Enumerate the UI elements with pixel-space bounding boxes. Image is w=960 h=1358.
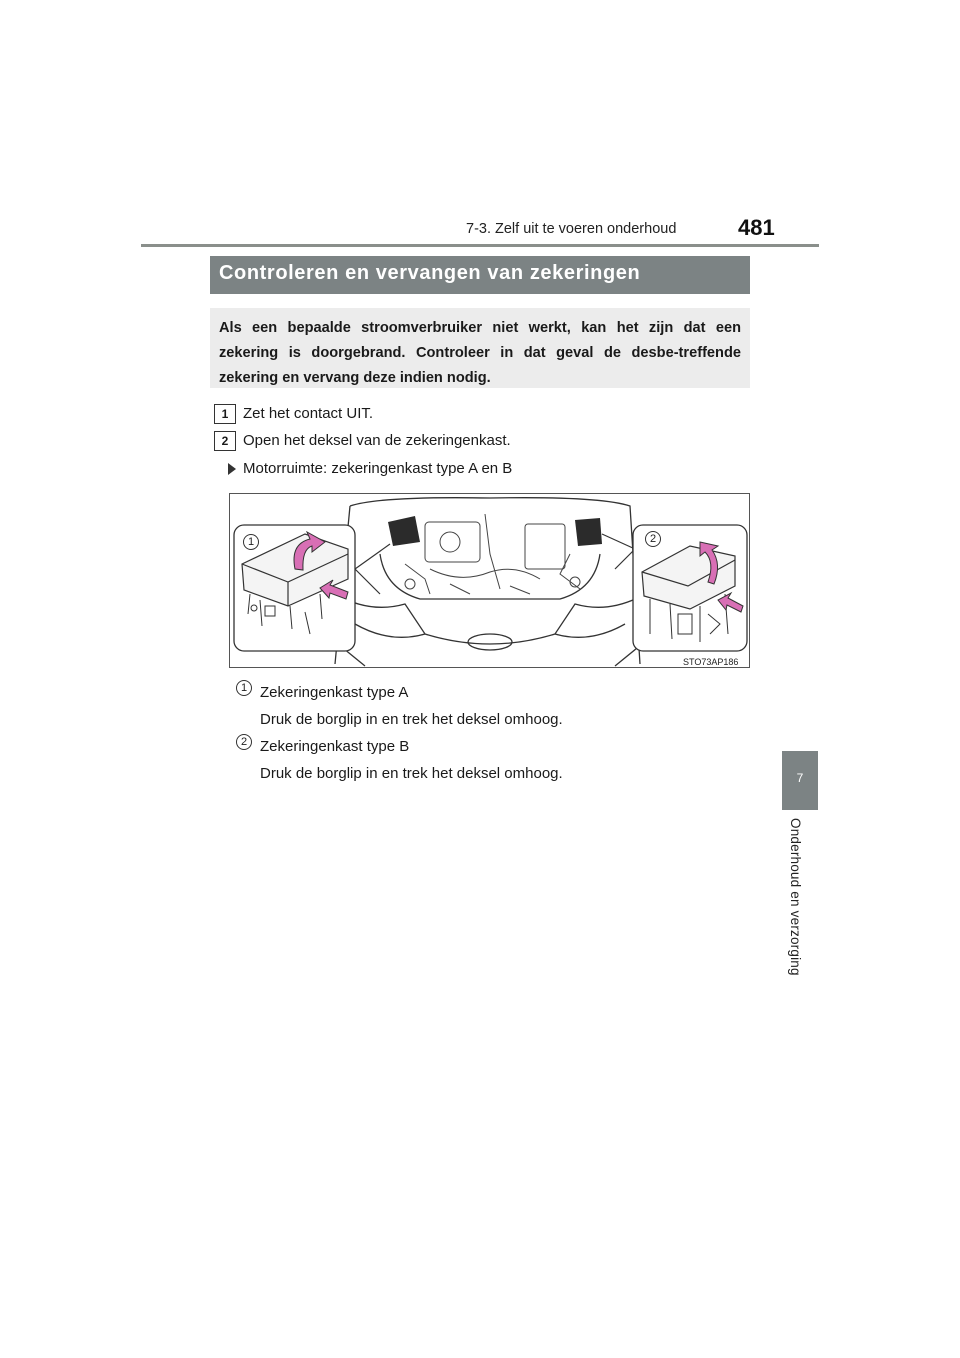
callout-marker-1: 1	[236, 680, 252, 696]
figure-callout-2: 2	[645, 531, 661, 547]
step-text-1: Zet het contact UIT.	[243, 405, 374, 422]
engine-bay-illustration	[229, 493, 750, 668]
callout-text-1: Druk de borglip in en trek het deksel omhoog.	[260, 711, 563, 728]
chapter-number: 7	[796, 771, 804, 785]
step-badge-2: 2	[214, 431, 236, 451]
step-text-2: Open het deksel van de zekeringenkast.	[243, 432, 511, 449]
page-number: 481	[738, 215, 775, 240]
header-divider	[141, 244, 819, 247]
engine-bay-drawing	[230, 494, 749, 667]
chapter-label: Onderhoud en verzorging	[788, 818, 803, 976]
section-heading: 7-3. Zelf uit te voeren onderhoud	[466, 221, 677, 237]
subheading: Motorruimte: zekeringenkast type A en B	[243, 460, 513, 477]
callout-title-2: Zekeringenkast type B	[260, 738, 410, 755]
callout-text-2: Druk de borglip in en trek het deksel omhoog.	[260, 765, 563, 782]
triangle-bullet-icon	[228, 463, 236, 475]
callout-marker-2: 2	[236, 734, 252, 750]
page-title: Controleren en vervangen van zekeringen	[210, 256, 750, 294]
figure-code: STO73AP186	[683, 657, 739, 667]
figure-callout-1: 1	[243, 534, 259, 550]
step-badge-1: 1	[214, 404, 236, 424]
intro-text: Als een bepaalde stroomverbruiker niet werkt, kan het zijn dat een zekering is doorgebrand. Controleer in dat geval de desbe-treffende zekering en vervang deze indien nodig.	[219, 320, 741, 386]
callout-title-1: Zekeringenkast type A	[260, 684, 409, 701]
intro-box	[210, 308, 750, 388]
chapter-tab	[782, 751, 818, 810]
